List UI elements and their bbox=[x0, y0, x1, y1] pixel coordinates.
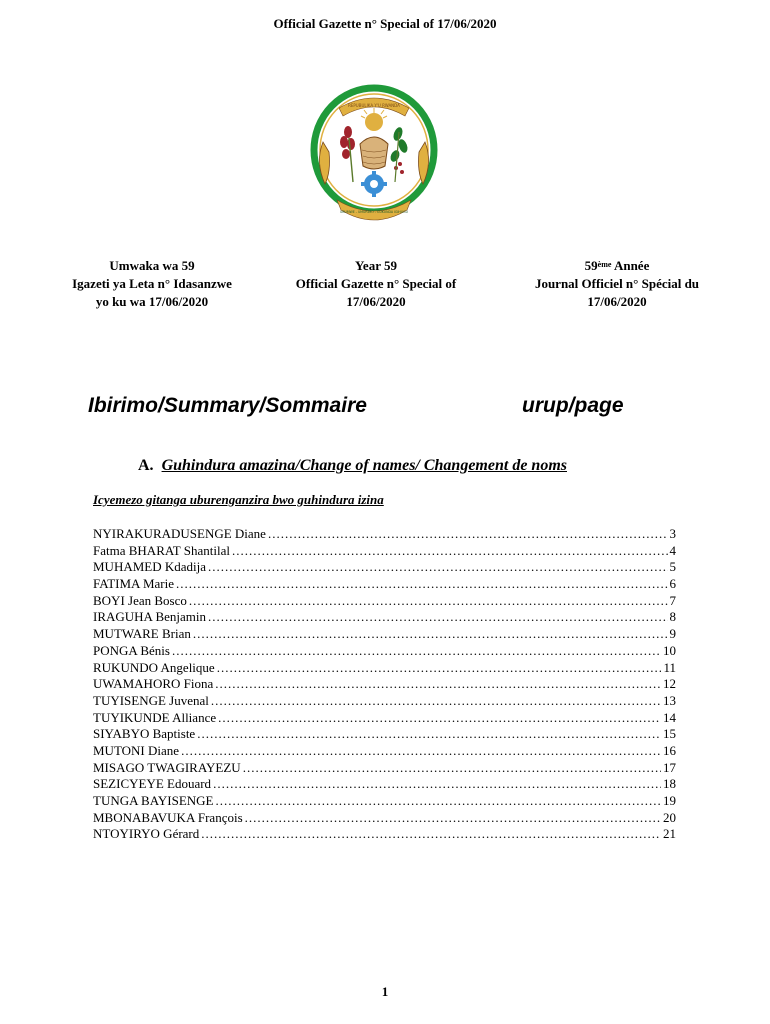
section-title: Guhindura amazina/Change of names/ Changement de noms bbox=[161, 457, 567, 474]
toc-leader-dots bbox=[201, 826, 661, 842]
column-english-line2: Official Gazette n° Special of bbox=[295, 276, 457, 291]
section-number: A. bbox=[138, 457, 154, 474]
toc-entry-page: 8 bbox=[669, 609, 676, 625]
toc-entry-name: MISAGO TWAGIRAYEZU bbox=[93, 759, 241, 775]
toc-leader-dots bbox=[232, 543, 668, 559]
page-column-heading: urup/page bbox=[522, 394, 624, 417]
section-heading bbox=[138, 457, 567, 475]
toc-entry-page: 18 bbox=[663, 776, 676, 792]
toc-leader-dots bbox=[243, 760, 661, 776]
toc-entry-name: IRAGUHA Benjamin bbox=[93, 609, 207, 625]
toc-entry[interactable] bbox=[93, 826, 676, 843]
toc-entry[interactable] bbox=[93, 626, 676, 643]
toc-entry[interactable] bbox=[93, 793, 676, 810]
toc-leader-dots bbox=[216, 793, 662, 809]
toc-entry-page: 12 bbox=[663, 676, 676, 692]
toc-entry[interactable] bbox=[93, 576, 676, 593]
toc-leader-dots bbox=[172, 643, 661, 659]
summary-heading: Ibirimo/Summary/Sommaire bbox=[88, 394, 367, 417]
toc-entry-page: 9 bbox=[669, 626, 676, 642]
toc-entry[interactable] bbox=[93, 810, 676, 827]
toc-entry-name: SIYABYO Baptiste bbox=[93, 726, 196, 742]
toc-entry-page: 20 bbox=[663, 809, 676, 825]
toc-entry-page: 14 bbox=[663, 709, 676, 725]
toc-entry-name: TUYISENGE Juvenal bbox=[93, 692, 209, 708]
toc-entry-page: 5 bbox=[669, 559, 676, 575]
toc-entry-page: 7 bbox=[669, 592, 676, 608]
toc-entry-name: UWAMAHORO Fiona bbox=[93, 676, 214, 692]
toc-entry-page: 17 bbox=[663, 759, 676, 775]
toc-entry[interactable] bbox=[93, 676, 676, 693]
toc-entry-page: 3 bbox=[669, 526, 676, 541]
toc-entry-name: PONGA Bénis bbox=[93, 642, 170, 658]
toc-entry-name: NTOYIRYO Gérard bbox=[93, 826, 200, 842]
toc-entry-page: 10 bbox=[663, 642, 676, 658]
toc-leader-dots bbox=[217, 660, 662, 676]
toc-entry-page: 16 bbox=[663, 742, 676, 758]
toc-entry-page: 15 bbox=[663, 726, 676, 742]
column-english-line1: Year 59 bbox=[354, 258, 397, 273]
toc-entry[interactable] bbox=[93, 776, 676, 793]
column-french-line2: Journal Officiel n° Spécial du bbox=[534, 276, 700, 291]
toc-leader-dots bbox=[208, 609, 667, 625]
toc-entry-name: MUHAMED Kdadija bbox=[93, 559, 207, 575]
toc-entry-page: 19 bbox=[663, 793, 676, 808]
toc-leader-dots bbox=[197, 726, 661, 742]
toc-entry[interactable] bbox=[93, 643, 676, 660]
toc-entry[interactable] bbox=[93, 526, 676, 543]
toc-entry-name: RUKUNDO Angelique bbox=[93, 659, 215, 675]
toc-entry-page: 4 bbox=[669, 542, 676, 558]
column-kinyarwanda-line3: yo ku wa 17/06/2020 bbox=[95, 294, 209, 309]
toc-entry[interactable] bbox=[93, 760, 676, 777]
page-number: 1 bbox=[381, 984, 389, 999]
column-kinyarwanda-line2: Igazeti ya Leta n° Idasanzwe bbox=[72, 276, 232, 291]
subheading: Icyemezo gitanga uburenganzira bwo guhindura izina bbox=[93, 492, 384, 507]
toc-entry-name: BOYI Jean Bosco bbox=[93, 592, 187, 608]
toc-leader-dots bbox=[208, 559, 667, 575]
column-french bbox=[512, 257, 722, 311]
table-of-contents bbox=[93, 526, 676, 843]
toc-entry-name: Fatma BHARAT Shantilal bbox=[93, 542, 230, 558]
toc-leader-dots bbox=[218, 710, 661, 726]
toc-entry-name: MUTONI Diane bbox=[93, 742, 180, 758]
toc-entry-name: MBONABAVUKA François bbox=[93, 809, 243, 825]
toc-entry-page: 6 bbox=[669, 576, 676, 592]
toc-entry[interactable] bbox=[93, 660, 676, 677]
seal-top-text: REPUBULIKA Y'U RWANDA bbox=[348, 103, 400, 108]
toc-entry-name: NYIRAKURADUSENGE Diane bbox=[93, 526, 266, 541]
toc-entry[interactable] bbox=[93, 710, 676, 727]
toc-leader-dots bbox=[181, 743, 661, 759]
toc-entry-page: 21 bbox=[663, 826, 676, 842]
toc-entry-name: SEZICYEYE Edouard bbox=[93, 776, 212, 792]
toc-entry[interactable] bbox=[93, 693, 676, 710]
column-french-line1: 59ème Année bbox=[584, 258, 650, 273]
toc-leader-dots bbox=[211, 693, 661, 709]
toc-leader-dots bbox=[268, 526, 668, 542]
seal-bottom-text: UBUMWE - UMURIMO - GUKUNDA IGIHUGU bbox=[340, 210, 408, 214]
column-kinyarwanda bbox=[52, 257, 252, 311]
column-french-line3: 17/06/2020 bbox=[587, 294, 647, 309]
toc-entry[interactable] bbox=[93, 593, 676, 610]
toc-entry-name: TUNGA BAYISENGE bbox=[93, 793, 214, 808]
toc-leader-dots bbox=[176, 576, 667, 592]
column-english-line3: 17/06/2020 bbox=[346, 294, 406, 309]
toc-leader-dots bbox=[215, 676, 661, 692]
toc-entry[interactable] bbox=[93, 543, 676, 560]
gazette-header-title: Official Gazette n° Special of 17/06/2020 bbox=[273, 16, 497, 31]
toc-entry[interactable] bbox=[93, 743, 676, 760]
column-kinyarwanda-line1: Umwaka wa 59 bbox=[109, 258, 195, 273]
toc-entry-page: 11 bbox=[663, 659, 676, 675]
toc-entry-page: 13 bbox=[663, 692, 676, 708]
toc-entry[interactable] bbox=[93, 559, 676, 576]
toc-leader-dots bbox=[213, 776, 661, 792]
coat-of-arms-seal bbox=[305, 82, 443, 230]
toc-leader-dots bbox=[245, 810, 661, 826]
toc-entry-name: MUTWARE Brian bbox=[93, 626, 191, 642]
toc-leader-dots bbox=[189, 593, 668, 609]
toc-entry[interactable] bbox=[93, 726, 676, 743]
column-english bbox=[276, 257, 476, 311]
toc-entry[interactable] bbox=[93, 609, 676, 626]
toc-leader-dots bbox=[193, 626, 668, 642]
toc-entry-name: TUYIKUNDE Alliance bbox=[93, 709, 217, 725]
toc-entry-name: FATIMA Marie bbox=[93, 576, 175, 592]
